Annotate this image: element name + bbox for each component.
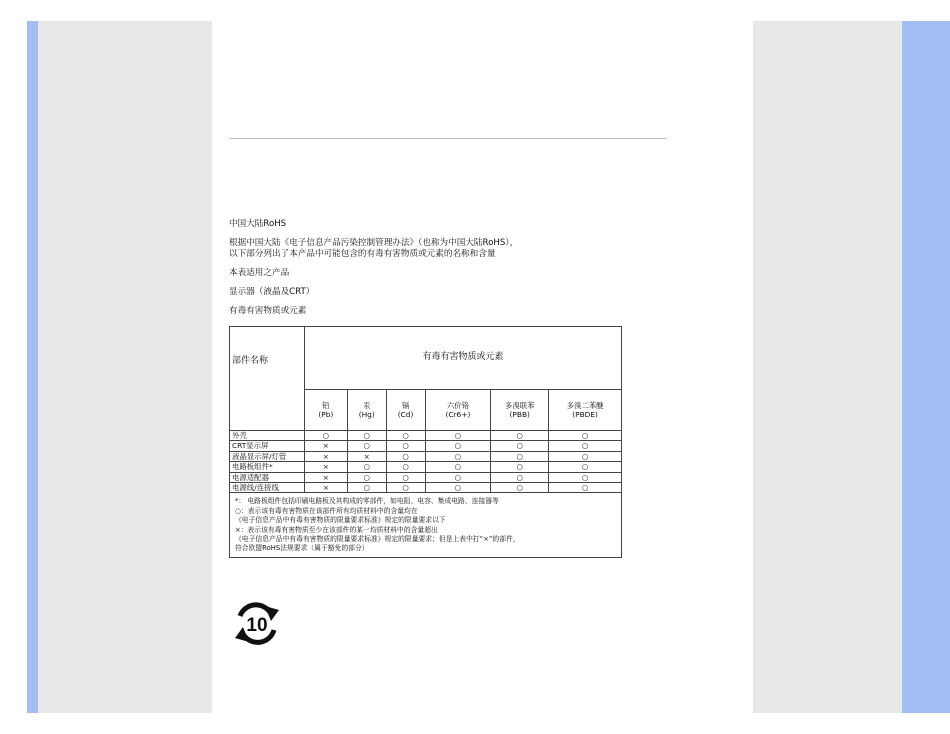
part-name-header: 部件名称	[230, 327, 305, 431]
mark-cell: ○	[549, 462, 622, 472]
note-line: 《电子信息产品中有毒有害物质的限量要求标准》规定的限量要求；但是上表中打“×”的部件，	[235, 535, 520, 544]
right-accent-band	[902, 21, 950, 713]
substances-group-header: 有毒有害物质或元素	[304, 327, 621, 390]
table-row	[230, 451, 622, 461]
mark-cell: ○	[549, 472, 622, 482]
table-row	[230, 431, 622, 441]
mark-cell: ○	[549, 431, 622, 441]
mark-cell: ○	[491, 472, 549, 482]
mark-cell: ○	[386, 431, 425, 441]
horizontal-divider	[229, 138, 667, 139]
mark-cell: ○	[347, 472, 386, 482]
mark-cell: ×	[304, 441, 347, 451]
mark-cell: ○	[386, 462, 425, 472]
note-line: 符合欧盟RoHS法规要求（属于豁免的部分）	[235, 544, 369, 553]
mark-cell: ○	[425, 451, 491, 461]
mark-cell: ○	[347, 431, 386, 441]
mark-cell: ○	[347, 462, 386, 472]
mark-cell: ○	[491, 451, 549, 461]
part-name: CRT显示屏	[230, 441, 305, 451]
mark-cell: ○	[491, 441, 549, 451]
left-accent-band	[27, 21, 38, 713]
substance-header: 汞 (Hg)	[347, 390, 386, 431]
intro-line-1: 根据中国大陆《电子信息产品污染控制管理办法》（也称为中国大陆RoHS），	[229, 238, 519, 248]
mark-cell: ○	[386, 472, 425, 482]
mark-cell: ○	[425, 483, 491, 493]
section-title: 中国大陆RoHS	[229, 219, 287, 229]
note-line: *： 电路板组件包括印刷电路板及其构成的零部件，如电阻、电容、集成电路、连接器等	[235, 497, 499, 506]
mark-cell: ×	[304, 483, 347, 493]
notes-row	[230, 493, 622, 557]
applicable-product: 显示器（液晶及CRT）	[229, 287, 315, 297]
table-row	[230, 483, 622, 493]
mark-cell: ×	[304, 451, 347, 461]
substance-header: 铅 (Pb)	[304, 390, 347, 431]
part-name: 液晶显示屏/灯管	[230, 451, 305, 461]
table-notes	[230, 493, 622, 557]
substance-header: 镉 (Cd)	[386, 390, 425, 431]
mark-cell: ○	[549, 441, 622, 451]
intro-line-2: 以下部分列出了本产品中可能包含的有毒有害物质或元素的名称和含量	[229, 249, 496, 259]
mark-cell: ○	[491, 483, 549, 493]
substance-header: 六价铬 (Cr6+)	[425, 390, 491, 431]
table-row	[230, 441, 622, 451]
substances-heading: 有毒有害物质或元素	[229, 306, 307, 316]
epup-10-logo-icon	[229, 600, 285, 648]
note-line: ○：表示该有毒有害物质在该部件所有均质材料中的含量均在	[235, 506, 418, 515]
note-line: ×：表示该有毒有害物质至少在该部件的某一均质材料中的含量超出	[235, 525, 438, 534]
part-name: 电路板组件*	[230, 462, 305, 472]
part-name: 电源适配器	[230, 472, 305, 482]
mark-cell: ○	[347, 483, 386, 493]
mark-cell: ○	[425, 431, 491, 441]
mark-cell: ○	[491, 462, 549, 472]
mark-cell: ○	[347, 441, 386, 451]
note-line: 《电子信息产品中有毒有害物质的限量要求标准》规定的限量要求以下	[235, 516, 446, 525]
mark-cell: ○	[386, 441, 425, 451]
substance-header: 多溴二苯醚 (PBDE)	[549, 390, 622, 431]
mark-cell: ○	[549, 451, 622, 461]
part-name: 外壳	[230, 431, 305, 441]
mark-cell: ○	[425, 441, 491, 451]
table-row	[230, 462, 622, 472]
part-name: 电源线/连接线	[230, 483, 305, 493]
mark-cell: ○	[425, 472, 491, 482]
mark-cell: ○	[386, 451, 425, 461]
mark-cell: ○	[386, 483, 425, 493]
mark-cell: ○	[491, 431, 549, 441]
applicable-heading: 本表适用之产品	[229, 268, 290, 278]
mark-cell: ×	[304, 472, 347, 482]
mark-cell: ×	[304, 462, 347, 472]
mark-cell: ○	[304, 431, 347, 441]
mark-cell: ×	[347, 451, 386, 461]
table-row	[230, 472, 622, 482]
svg-text:10: 10	[246, 615, 268, 636]
mark-cell: ○	[425, 462, 491, 472]
mark-cell: ○	[549, 483, 622, 493]
substance-header: 多溴联苯 (PBB)	[491, 390, 549, 431]
hazardous-substance-table	[229, 326, 622, 558]
